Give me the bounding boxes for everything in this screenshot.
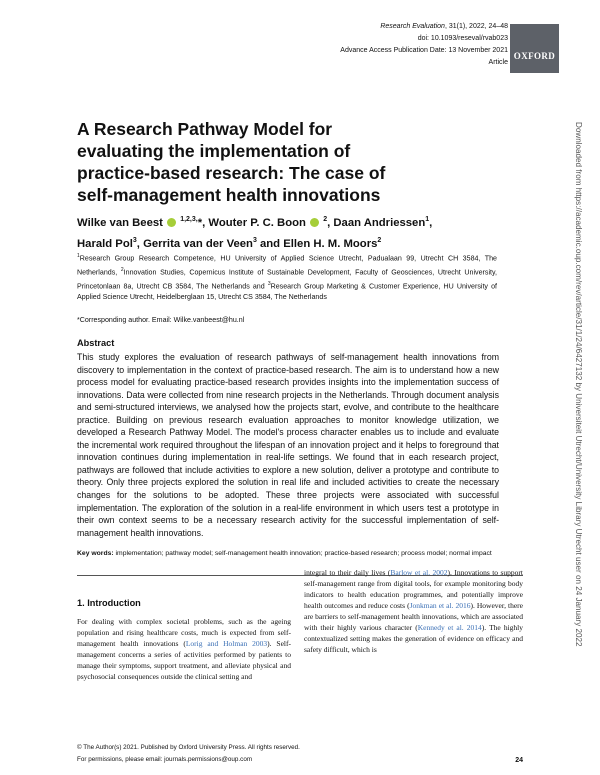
author-name: Gerrita van der Veen	[143, 237, 253, 250]
citation-link[interactable]: Barlow et al. 2002	[390, 568, 448, 577]
copyright-notice: © The Author(s) 2021. Published by Oxford University Press. All rights reserved.	[77, 744, 300, 751]
permissions-notice: For permissions, please email: journals.permissions@oup.com	[77, 756, 253, 763]
paper-title: A Research Pathway Model for evaluating the implementation of practice-based research: The case of self-management health innovations	[77, 119, 386, 205]
citation-link[interactable]: Kennedy et al. 2014	[417, 623, 482, 632]
body-column-left: For dealing with complex societal problems, such as the ageing population and rising healthcare costs, much is expected from self-management health innovations (Lorig and Holman 2003). Self-management concerns a series of activities performed by patients to manage their symptoms, support treatment, and alleviate physical and psychosocial consequences outside the clinical setting and	[77, 617, 292, 681]
orcid-icon[interactable]	[310, 218, 319, 227]
section-heading-introduction: 1. Introduction	[77, 598, 141, 608]
article-type: Article	[488, 59, 508, 66]
abstract-heading: Abstract	[77, 338, 115, 348]
corresponding-author: *Corresponding author. Email: Wilke.vanbeest@hu.nl	[77, 316, 245, 324]
orcid-icon[interactable]	[167, 218, 176, 227]
author-name: Wilke van Beest	[77, 216, 163, 229]
author-name: Ellen H. M. Moors	[283, 237, 378, 250]
author-name: Harald Pol	[77, 237, 133, 250]
body-column-right: integral to their daily lives (Barlow et al. 2002). Innovations to support self-management range from digital tools, for example monitoring body indicators to health education programmes, and potentially improve health outcomes and reduce costs (Jonkman et al. 2016). However, there are barriers to self-management health innovations, which are associated with their highly various character (Kennedy et al. 2014). The highly contextualized setting makes the generation of evidence on efficacy and safety difficult, which is	[304, 568, 523, 654]
doi[interactable]: doi: 10.1093/reseval/rvab023	[417, 35, 508, 42]
journal-citation: Research Evaluation, 31(1), 2022, 24–48	[380, 23, 508, 30]
citation-link[interactable]: Lorig and Holman 2003	[185, 639, 268, 648]
page-number: 24	[515, 757, 523, 764]
oxford-logo: OXFORD	[510, 24, 559, 73]
access-date: Advance Access Publication Date: 13 November 2021	[340, 47, 508, 54]
author-list: Wilke van Beest $^{1,2,3,}$*, Wouter P. C. Boon $^2$, Daan Andriessen$^1$, Harald Pol$^3$, Gerrita van der Veen$^3$ and Ellen H. M. Moors$^2$	[77, 216, 433, 250]
corresponding-mark: *	[197, 216, 203, 229]
citation-link[interactable]: Jonkman et al. 2016	[409, 601, 471, 610]
author-name: Daan Andriessen	[333, 216, 426, 229]
affiliations: $^1$Research Group Research Competence, HU University of Applied Science Utrecht, Padualaan 99, Utrecht CH 3584, The Netherlands, $^2$Innovation Studies, Copernicus Institute of Sustainable Development, Faculty of Geosciences, Utrecht University, Princetonlaan 8a, Utrecht CB 3584, The Netherlands and $^3$Research Group Marketing & Customer Experience, HU University of Applied Science Utrecht, Heidelberglaan 15, Utrecht CS 3584, The Netherlands	[77, 253, 497, 302]
abstract-text: This study explores the evaluation of research pathways of self-management health innovations from discovery to implementation in the context of practice-based research. The aim is to understand how a new process model for evaluating practice-based research provides insights into the implementation success of innovations. Data were collected from nine research projects in the Netherlands. Through document analysis and semi-structured interviews, we analysed how the projects start, evolve, and contribute to the healthcare practice. Building on previous research evaluation approaches to monitor knowledge utilization, we developed a Research Pathway Model. The model's process character enables us to include and evaluate the incremental work required throughout the lifespan of an innovation project and it helps to foreground that innovation continues during implementation in real-life settings. We found that in each research project, pathways are followed that include activities to explore a new solution, deliver a prototype and contribute to theory. Only three projects explored the solution in real life and included activities to create the necessary changes for the solutions to be adopted. These three projects were associated with successful implementation. The exploration of the solution in a real-life environment in which users test a prototype in their own context seems to be a necessary research activity for the successful implementation of self-management health innovations.	[77, 352, 499, 538]
author-affiliation-sup: 1,2,3,	[180, 216, 198, 223]
author-name: Wouter P. C. Boon	[208, 216, 306, 229]
keywords: Key words: implementation; pathway model; self-management health innovation; practice-based research; process model; normal impact	[77, 550, 492, 557]
download-watermark: Downloaded from https://academic.oup.com/rev/article/31/1/24/6427132 by Universiteit Utrecht/University Library Utrecht user on 24 January 2022	[574, 122, 583, 647]
